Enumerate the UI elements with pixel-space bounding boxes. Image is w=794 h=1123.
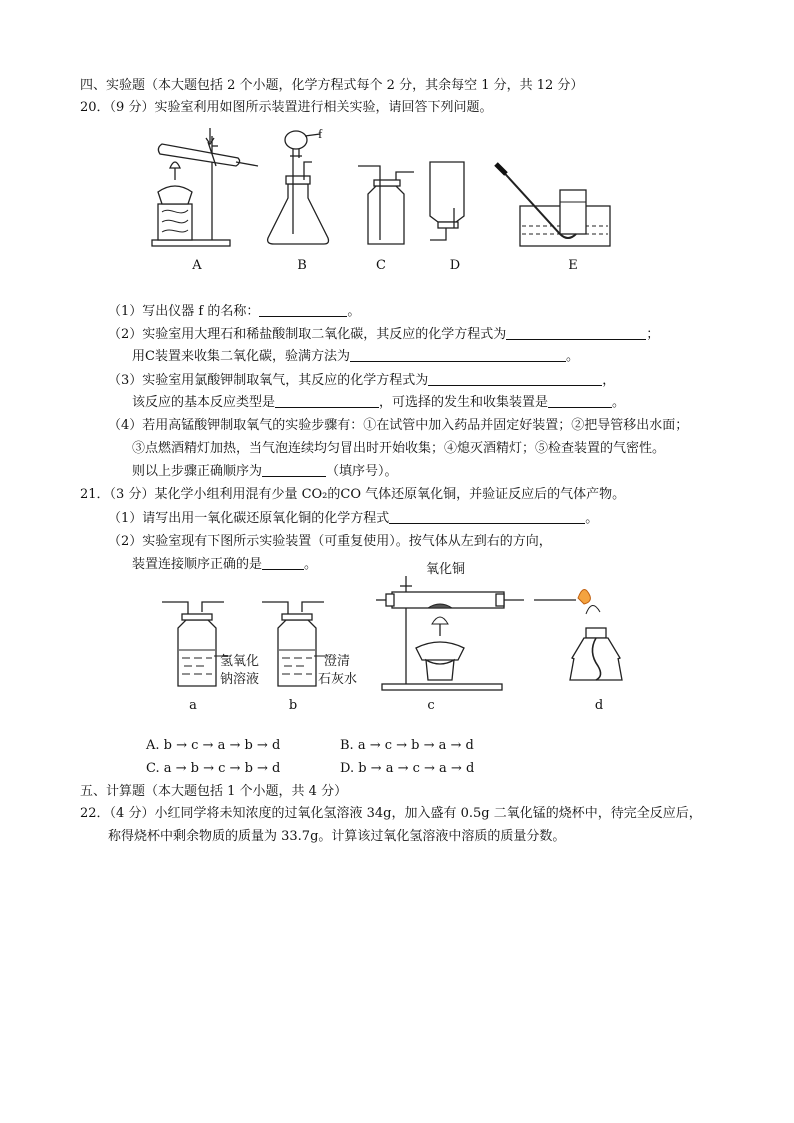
answer-blank[interactable] — [350, 347, 566, 362]
apparatus-a-wash-bottle — [162, 602, 228, 686]
fig-label-b: B — [297, 258, 307, 273]
apparatus-c-heating-tube — [376, 576, 524, 690]
label-naoh-2: 钠溶液 — [220, 672, 260, 687]
section4-heading: 四、实验题（本大题包括 2 个小题，化学方程式每个 2 分，其余每空 1 分，共 12 分） — [80, 78, 584, 93]
q21-part2: （2）实验室现有下图所示实验装置（可重复使用）。按气体从左到右的方向， — [108, 534, 552, 549]
q20-part2b: 用C装置来收集二氧化碳，验满方法为 。 — [132, 349, 579, 364]
fig-label-a: a — [189, 698, 197, 713]
option-d[interactable]: D. b → a → c → a → d — [340, 761, 475, 776]
answer-blank[interactable] — [262, 462, 326, 477]
fig-label-a: A — [192, 258, 202, 273]
apparatus-e — [496, 164, 610, 246]
label-cuo: 氧化铜 — [426, 562, 466, 577]
fig-label-c: c — [427, 698, 435, 713]
answer-blank[interactable] — [548, 393, 612, 408]
label-lime-2: 石灰水 — [318, 672, 358, 687]
q20-part3: （3）实验室用氯酸钾制取氧气，其反应的化学方程式为 ， — [108, 373, 616, 388]
label-lime-1: 澄清 — [324, 654, 351, 669]
q20-part4: （4）若用高锰酸钾制取氧气的实验步骤有：①在试管中加入药品并固定好装置；②把导管移出水面； — [108, 418, 689, 433]
answer-blank[interactable] — [275, 393, 379, 408]
label-f: f — [318, 126, 323, 141]
q21-part1: （1）请写出用一氧化碳还原氧化铜的化学方程式 。 — [108, 511, 599, 526]
q20-part4b: ③点燃酒精灯加热，当气泡连续均匀冒出时开始收集；④熄灭酒精灯；⑤检查装置的气密性。 — [132, 441, 666, 456]
apparatus-c — [358, 166, 414, 244]
apparatus-a — [152, 128, 258, 246]
fig-label-b: b — [288, 698, 298, 713]
apparatus-d-burner — [534, 589, 622, 680]
answer-blank[interactable] — [259, 302, 347, 317]
q20-stem: 20．（9 分）实验室利用如图所示装置进行相关实验，请回答下列问题。 — [80, 100, 493, 115]
option-b[interactable]: B. a → c → b → a → d — [340, 738, 474, 753]
section5-heading: 五、计算题（本大题包括 1 个小题，共 4 分） — [80, 784, 348, 799]
fig-label-d: d — [594, 698, 604, 713]
answer-blank[interactable] — [262, 555, 304, 570]
fig-label-e: E — [568, 258, 578, 273]
answer-blank[interactable] — [428, 371, 602, 386]
q22-line2: 称得烧杯中剩余物质的质量为 33.7g。计算该过氧化氢溶液中溶质的质量分数。 — [108, 829, 566, 844]
fig-label-d: D — [449, 258, 461, 273]
q21-part2b: 装置连接顺序正确的是 。 — [132, 557, 318, 572]
q20-part1: （1）写出仪器 f 的名称： 。 — [108, 304, 361, 319]
q20-part2: （2）实验室用大理石和稀盐酸制取二氧化碳，其反应的化学方程式为 ； — [108, 327, 660, 342]
q20-part4c: 则以上步骤正确顺序为 （填序号）。 — [132, 464, 398, 479]
apparatus-d — [430, 162, 464, 240]
q22-line1: 22．（4 分）小红同学将未知浓度的过氧化氢溶液 34g，加入盛有 0.5g 二氧化锰的烧杯中，待完全反应后， — [80, 806, 702, 821]
label-naoh-1: 氢氧化 — [220, 654, 260, 669]
answer-blank[interactable] — [506, 325, 646, 340]
q21-stem: 21．（3 分）某化学小组利用混有少量 CO₂的CO 气体还原氧化铜，并验证反应后的气体产物。 — [80, 487, 626, 502]
option-a[interactable]: A. b → c → a → b → d — [146, 738, 281, 753]
option-c[interactable]: C. a → b → c → b → d — [146, 761, 281, 776]
fig-label-c: C — [376, 258, 386, 273]
apparatus-b — [268, 131, 329, 244]
answer-blank[interactable] — [389, 509, 585, 524]
q20-part3b: 该反应的基本反应类型是 ，可选择的发生和收集装置是 。 — [132, 395, 626, 410]
